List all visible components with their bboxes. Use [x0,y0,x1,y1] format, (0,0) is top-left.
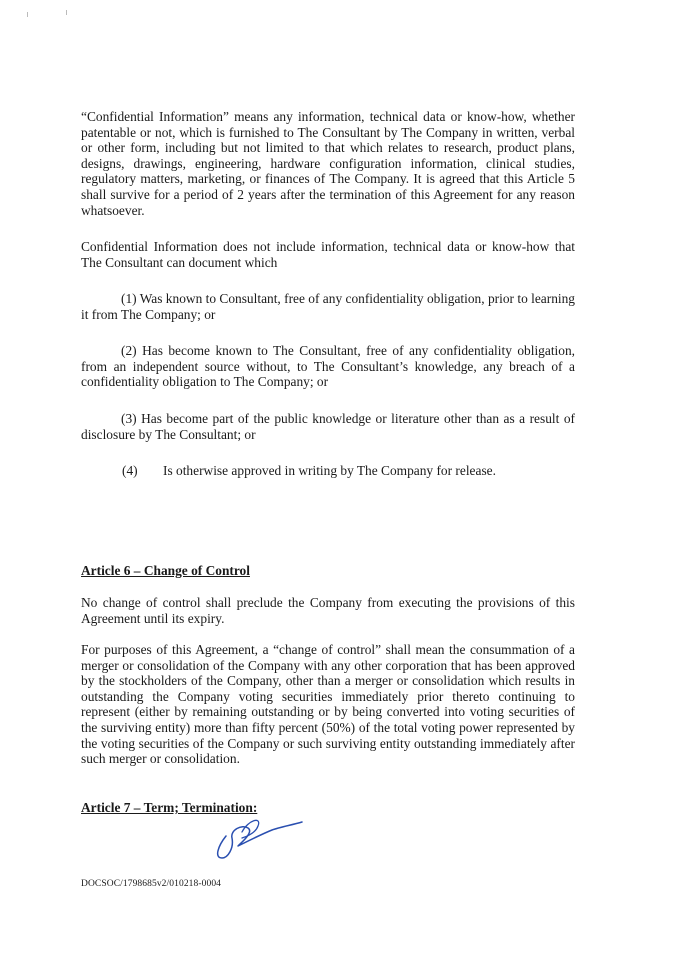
article-6-paragraph-2: For purposes of this Agreement, a “change of control” shall mean the consummation of a merger or consolidation of the Company with any other corporation that has been approved by the stockholders of the Company, other than a merger or consolidation which results in outstanding the Company voting securities immediately prior thereto continuing to represent (either by remaining outstanding or by being converted into voting securities of the surviving entity) more than fifty percent (50%) of the total voting power represented by the voting securities of the Company or such surviving entity outstanding immediately after such merger or consolidation. [81,642,575,767]
document-id-footer: DOCSOC/1798685v2/010218-0004 [81,879,222,889]
scan-speck [66,10,67,15]
exclusion-intro: Confidential Information does not include information, technical data or know-how that The Consultant can document which [81,239,575,270]
article-6-paragraph-1: No change of control shall preclude the Company from executing the provisions of this Agreement until its expiry. [81,595,575,626]
signature-initials [212,812,307,864]
exclusion-item-2: (2) Has become known to The Consultant, free of any confidentiality obligation, from an independent source without, to The Consultant’s knowledge, any breach of a confidentiality obligation to The Company; or [81,343,575,390]
exclusion-item-1: (1) Was known to Consultant, free of any confidentiality obligation, prior to learning it from The Company; or [81,291,575,322]
article-7-heading: Article 7 – Term; Termination: [81,800,258,815]
confidential-info-definition: “Confidential Information” means any information, technical data or know-how, whether patentable or not, which is furnished to The Consultant by The Company in written, verbal or other form, including but not limited to that which relates to research, product plans, designs, drawings, engineering, hardware configuration information, clinical studies, regulatory matters, marketing, or finances of The Company. It is agreed that this Article 5 shall survive for a period of 2 years after the termination of this Agreement for any reason whatsoever. [81,109,575,218]
item-number: (4) [122,463,138,478]
item-text: Is otherwise approved in writing by The Company for release. [163,463,496,478]
scan-speck [27,12,28,17]
article-6-heading: Article 6 – Change of Control [81,563,250,578]
exclusion-item-3: (3) Has become part of the public knowledge or literature other than as a result of disclosure by The Consultant; or [81,411,575,442]
